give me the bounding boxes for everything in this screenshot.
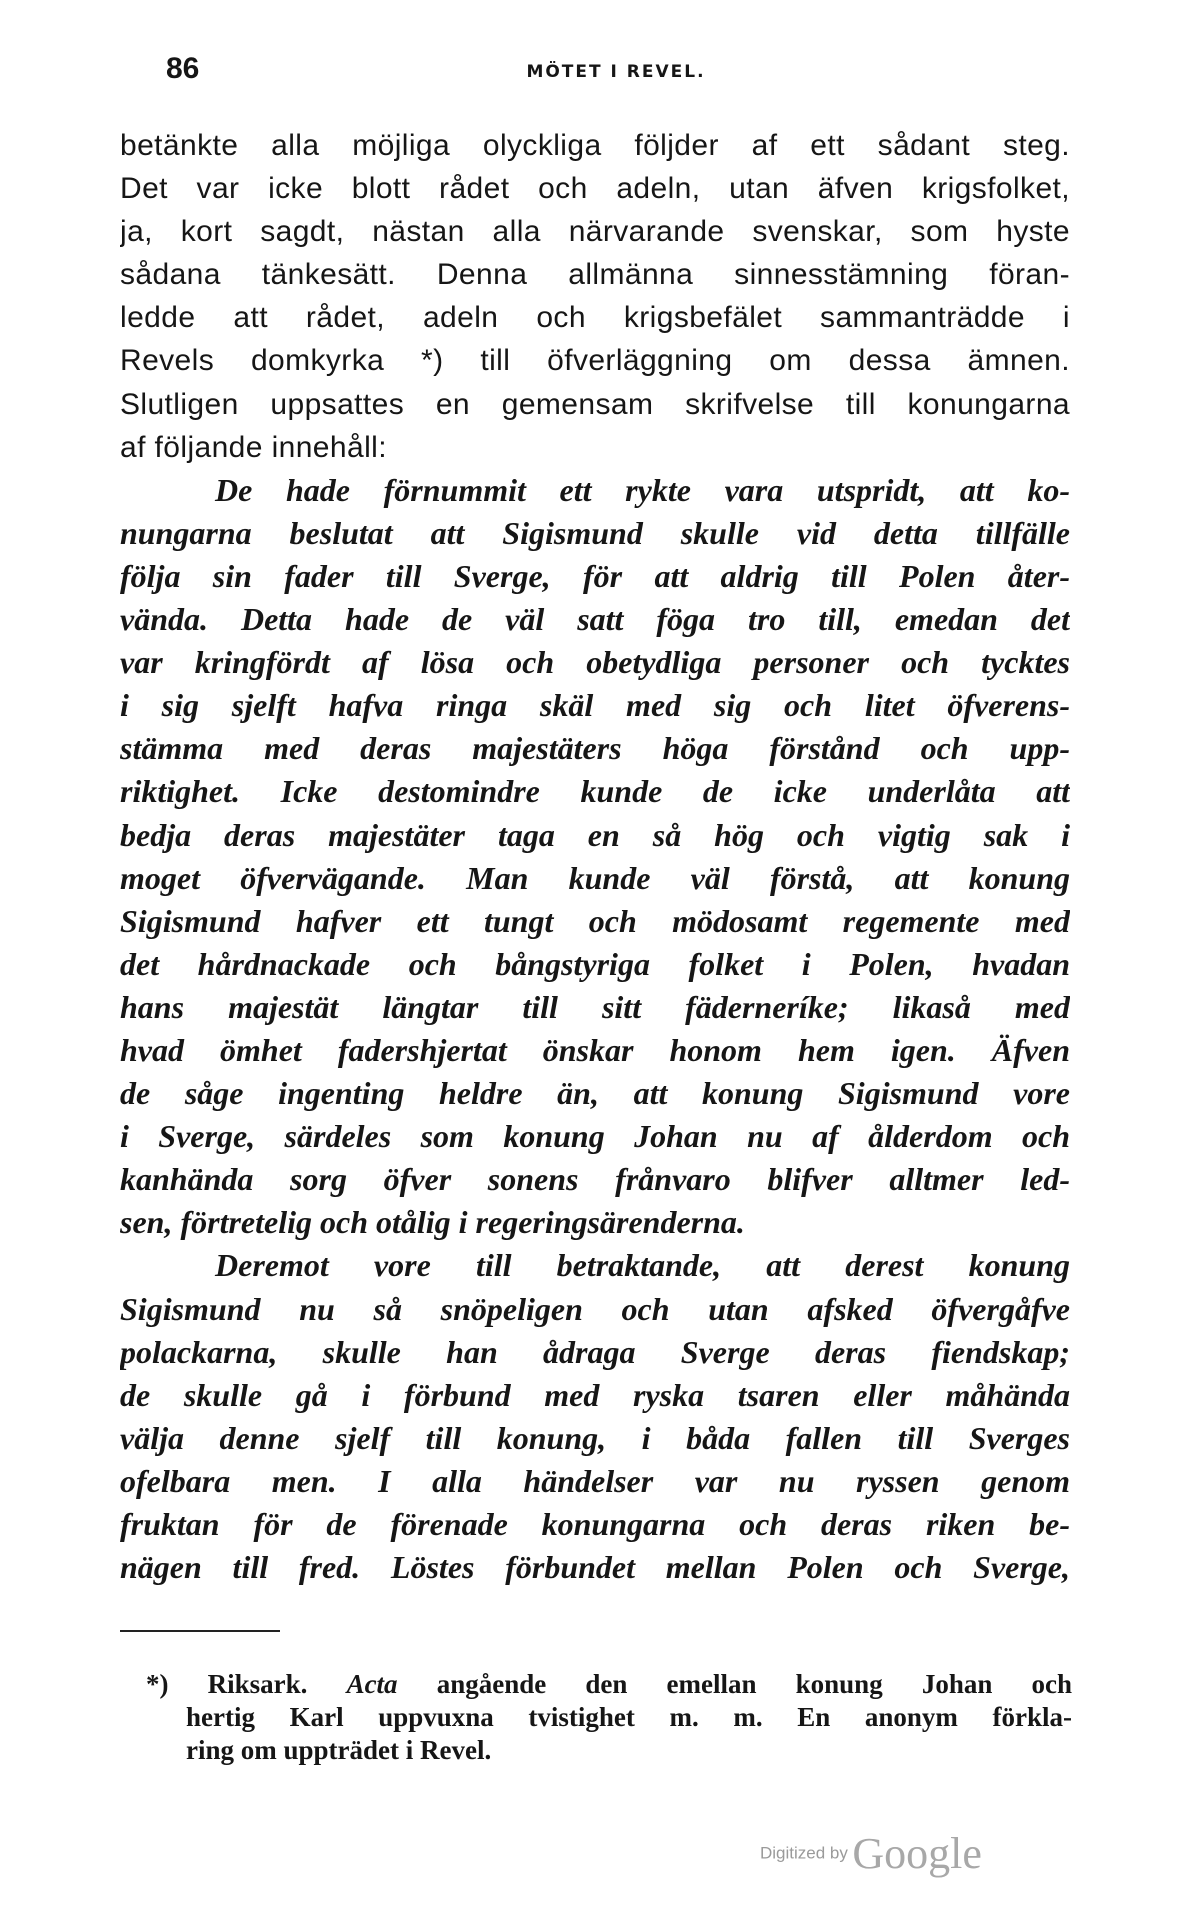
text-line: riktighet. Icke destomindre kunde de icke underlåta att (120, 773, 1070, 810)
text-line: stämma med deras majestäters höga förstånd och upp- (120, 730, 1070, 767)
text-line: hans majestät längtar till sitt fäderneríke; likaså med (120, 988, 1070, 1025)
footnote-italic-title: Acta (346, 1669, 398, 1699)
footnote-source: Riksark. (207, 1669, 308, 1699)
text-line: ofelbara men. I alla händelser var nu ryssen genom (120, 1462, 1070, 1499)
text-line: sådana tänkesätt. Denna allmänna sinnesstämning föran- (120, 258, 1070, 292)
text-line: ledde att rådet, adeln och krigsbefälet sammanträdde i (120, 301, 1070, 335)
text-line: Deremot vore till betraktande, att derest konung (215, 1247, 1070, 1284)
text-line: välja denne sjelf till konung, i båda fallen till Sverges (120, 1419, 1070, 1456)
digitized-by-text: Digitized by (760, 1843, 848, 1863)
text-line: Sigismund hafver ett tungt och mödosamt regemente med (120, 902, 1070, 939)
text-line: De hade förnummit ett rykte vara utspridt, att ko- (215, 471, 1070, 508)
footnote-line: ring om uppträdet i Revel. (186, 1735, 492, 1765)
text-line: var kringfördt af lösa och obetydliga personer och tycktes (120, 644, 1070, 681)
footnote-rule (120, 1630, 280, 1632)
footnote (146, 1668, 1073, 1767)
page-header (166, 52, 1066, 100)
text-line: vända. Detta hade de väl satt föga tro till, emedan det (120, 601, 1070, 638)
footnote-line: hertig Karl uppvuxna tvistighet m. m. En anonym förkla- (186, 1702, 1072, 1732)
text-line: det hårdnackade och bångstyriga folket i Polen, hvadan (120, 945, 1070, 982)
text-line: hvad ömhet fadershjertat önskar honom hem igen. Äfven (120, 1031, 1070, 1068)
text-line: Revels domkyrka *) till öfverläggning om dessa ämnen. (120, 344, 1070, 378)
digitized-watermark (760, 1828, 982, 1888)
text-line: moget öfvervägande. Man kunde väl förstå, att konung (120, 859, 1070, 896)
footnote-marker: *) (146, 1669, 169, 1699)
google-logo: Google (852, 1829, 982, 1878)
page-number: 86 (166, 52, 200, 85)
text-line: betänkte alla möjliga olyckliga följder af ett sådant steg. (120, 129, 1070, 162)
text-line: polackarna, skulle han ådraga Sverge deras fiendskap; (120, 1333, 1070, 1370)
text-line: af följande innehåll: (120, 430, 387, 464)
text-line: de såge ingenting heldre än, att konung Sigismund vore (120, 1075, 1070, 1112)
text-line: ja, kort sagdt, nästan alla närvarande svenskar, som hyste (120, 215, 1070, 249)
text-line: följa sin fader till Sverge, för att aldrig till Polen åter- (120, 557, 1070, 594)
text-line: nägen till fred. Löstes förbundet mellan Polen och Sverge, (120, 1549, 1070, 1586)
text-line: nungarna beslutat att Sigismund skulle vid detta tillfälle (120, 514, 1070, 551)
text-line: Slutligen uppsattes en gemensam skrifvelse till konungarna (120, 387, 1070, 421)
footnote-text: angående den emellan konung Johan och (436, 1669, 1073, 1699)
footnote-line (146, 1668, 1072, 1701)
body-text (120, 124, 1070, 1589)
text-line: sen, förtretelig och otålig i regeringsärenderna. (120, 1204, 745, 1241)
running-head: MÖTET I REVEL. (526, 62, 706, 82)
text-line: Sigismund nu så snöpeligen och utan afsked öfvergåfve (120, 1290, 1070, 1327)
text-line: bedja deras majestäter taga en så hög och vigtig sak i (120, 816, 1070, 853)
text-line: de skulle gå i förbund med ryska tsaren eller måhända (120, 1376, 1070, 1413)
text-line: Det var icke blott rådet och adeln, utan äfven krigsfolket, (120, 172, 1070, 206)
text-line: i Sverge, särdeles som konung Johan nu af ålderdom och (120, 1118, 1070, 1155)
text-line: fruktan för de förenade konungarna och deras riken be- (120, 1506, 1070, 1542)
text-line: kanhända sorg öfver sonens frånvaro blifver alltmer led- (120, 1161, 1070, 1198)
text-line: i sig sjelft hafva ringa skäl med sig och litet öfverens- (120, 687, 1070, 724)
